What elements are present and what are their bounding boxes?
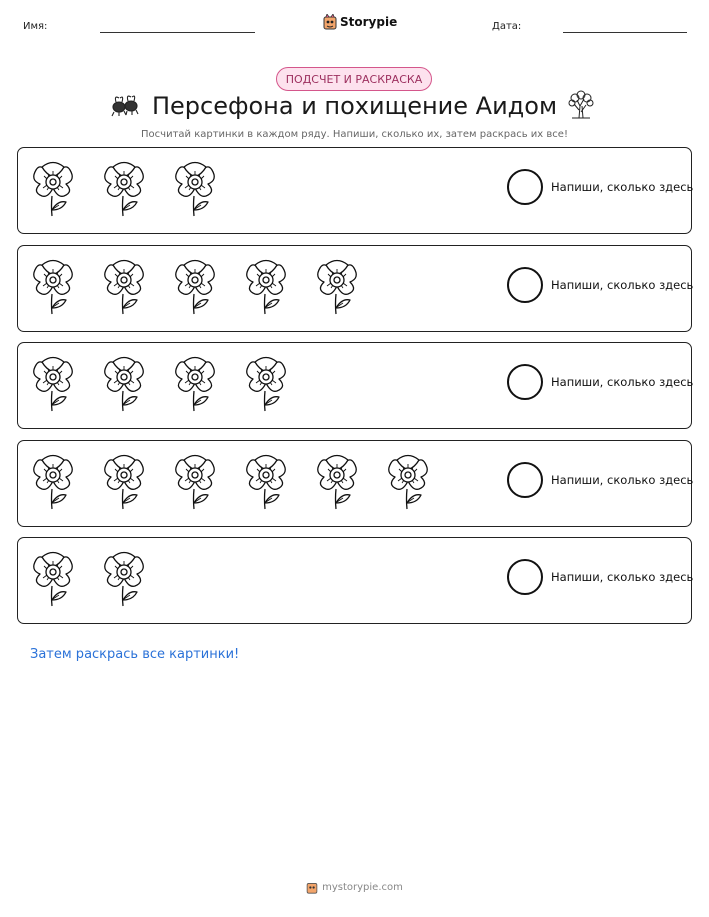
answer-label: Напиши, сколько здесь (551, 180, 694, 194)
footer-note: Затем раскрась все картинки! (30, 647, 240, 662)
instructions: Посчитай картинки в каждом ряду. Напиши, сколько их, затем раскрась их все! (141, 129, 568, 140)
brand (323, 14, 397, 30)
flower-icon[interactable] (30, 158, 76, 218)
answer-circle[interactable] (507, 462, 543, 498)
count-row (17, 537, 692, 624)
flower-icon[interactable] (30, 256, 76, 316)
flower-icon[interactable] (30, 548, 76, 608)
tree-icon (566, 90, 596, 120)
date-line[interactable] (563, 32, 687, 33)
category-badge: ПОДСЧЕТ И РАСКРАСКА (276, 67, 432, 91)
flower-icon[interactable] (243, 451, 289, 511)
answer-label: Напиши, сколько здесь (551, 472, 694, 487)
site-url: mystorypie.com (322, 882, 403, 893)
answer-circle[interactable] (507, 559, 543, 595)
count-row (17, 440, 692, 527)
page-title: Персефона и похищение Аидом (151, 92, 558, 120)
flower-icon[interactable] (101, 256, 147, 316)
flower-icon[interactable] (101, 353, 147, 413)
storypie-logo-icon (306, 881, 318, 894)
answer-label: Напиши, сколько здесь (551, 277, 694, 292)
answer-circle[interactable] (507, 267, 543, 303)
flower-icon[interactable] (243, 353, 289, 413)
answer-label: Напиши, сколько здесь (551, 570, 694, 584)
site-footer (0, 881, 709, 894)
flower-icon[interactable] (101, 548, 147, 608)
flower-icon[interactable] (30, 451, 76, 511)
flower-icon[interactable] (243, 256, 289, 316)
count-row (17, 245, 692, 332)
name-line[interactable] (100, 32, 255, 33)
date-label: Дата: (492, 21, 522, 32)
flower-icon[interactable] (30, 353, 76, 413)
count-row (17, 147, 692, 234)
storypie-logo-icon (323, 14, 337, 30)
answer-circle[interactable] (507, 169, 543, 205)
flower-icon[interactable] (101, 451, 147, 511)
flower-icon[interactable] (172, 256, 218, 316)
brand-name: Storypie (340, 15, 398, 29)
name-label: Имя: (23, 21, 48, 32)
flower-icon[interactable] (385, 451, 431, 511)
flower-icon[interactable] (172, 353, 218, 413)
answer-circle[interactable] (507, 364, 543, 400)
flower-icon[interactable] (314, 451, 360, 511)
flower-icon[interactable] (172, 451, 218, 511)
flower-icon[interactable] (101, 158, 147, 218)
answer-label: Напиши, сколько здесь (551, 375, 694, 389)
flower-icon[interactable] (172, 158, 218, 218)
flower-icon[interactable] (314, 256, 360, 316)
count-row (17, 342, 692, 429)
